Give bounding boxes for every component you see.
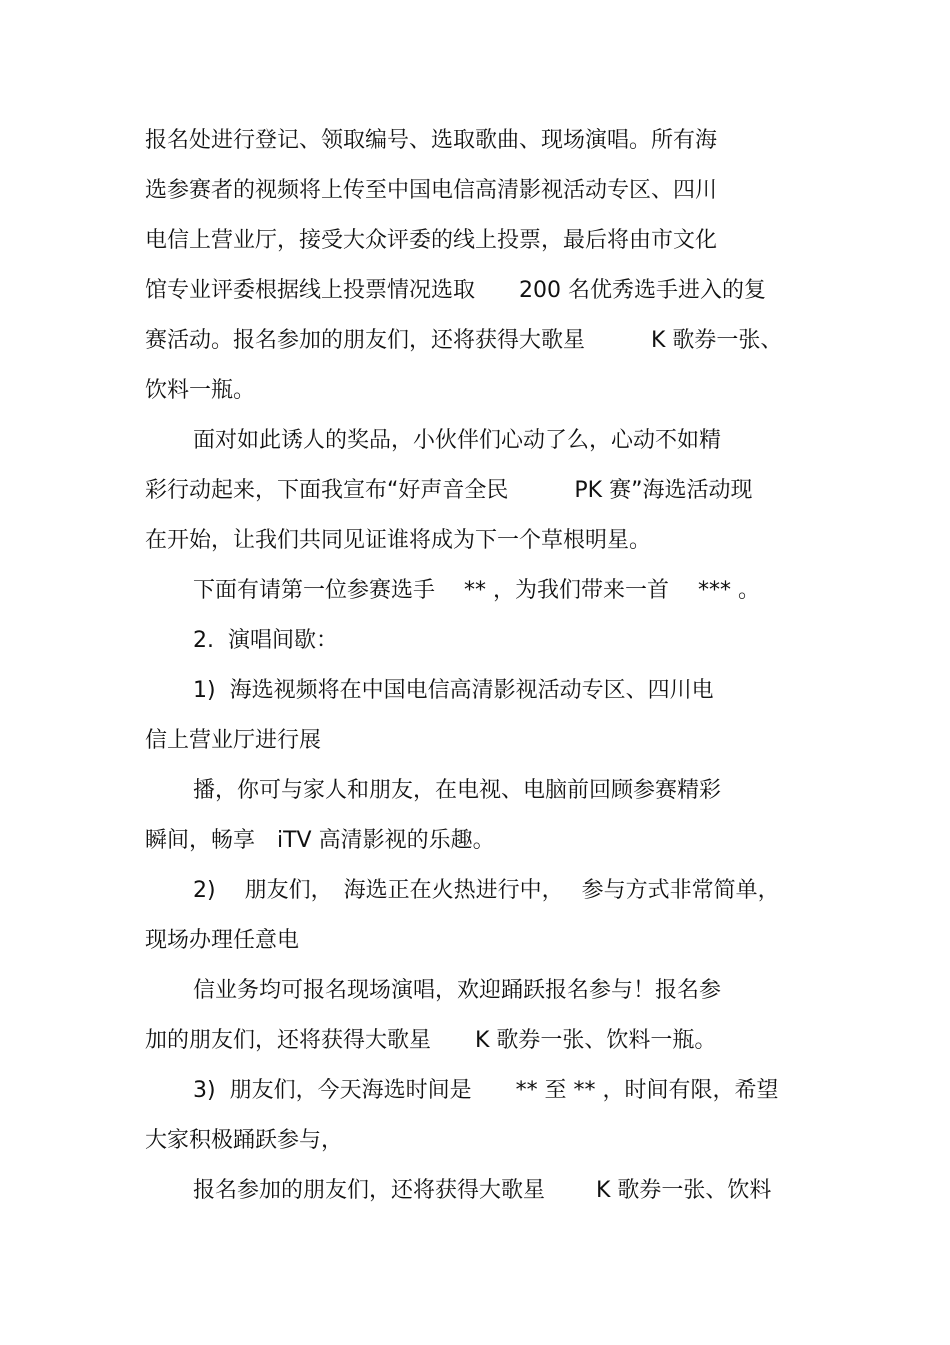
list-item-first-line: 3) 朋友们，今天海选时间是 ** 至 ** ，时间有限，希望: [193, 1078, 779, 1103]
paragraph-first-line: 播，你可与家人和朋友，在电视、电脑前回顾参赛精彩: [193, 778, 722, 803]
text-line: 报名处进行登记、领取编号、选取歌曲、现场演唱。所有海: [145, 128, 718, 153]
paragraph-first-line: 下面有请第一位参赛选手 ** ，为我们带来一首 *** 。: [193, 578, 760, 603]
text-line: 瞬间，畅享 iTV 高清影视的乐趣。: [145, 828, 495, 853]
text-line: 饮料一瓶。: [145, 378, 256, 403]
list-item-first-line: 1) 海选视频将在中国电信高清影视活动专区、四川电: [193, 678, 714, 703]
paragraph-first-line: 面对如此诱人的奖品，小伙伴们心动了么，心动不如精: [193, 428, 722, 453]
text-line: 加的朋友们，还将获得大歌星 K 歌券一张、饮料一瓶。: [145, 1028, 717, 1053]
list-item-first-line: 2) 朋友们， 海选正在火热进行中， 参与方式非常简单，: [193, 878, 780, 903]
text-line: 彩行动起来，下面我宣布“好声音全民 PK 赛”海选活动现: [145, 478, 753, 503]
paragraph-first-line: 信业务均可报名现场演唱，欢迎踊跃报名参与！报名参: [193, 978, 722, 1003]
section-heading: 2. 演唱间歇：: [193, 628, 338, 653]
text-line: 现场办理任意电: [145, 928, 300, 953]
text-line: 选参赛者的视频将上传至中国电信高清影视活动专区、四川: [145, 178, 718, 203]
text-line: 在开始，让我们共同见证谁将成为下一个草根明星。: [145, 528, 652, 553]
text-line: 电信上营业厅，接受大众评委的线上投票，最后将由市文化: [145, 228, 718, 253]
text-line: 馆专业评委根据线上投票情况选取 200 名优秀选手进入的复: [145, 278, 766, 303]
paragraph-first-line: 报名参加的朋友们，还将获得大歌星 K 歌券一张、饮料: [193, 1178, 772, 1203]
text-line: 大家积极踊跃参与，: [145, 1128, 344, 1153]
text-line: 信上营业厅进行展: [145, 728, 322, 753]
text-line: 赛活动。报名参加的朋友们，还将获得大歌星 K 歌券一张、: [145, 328, 783, 353]
